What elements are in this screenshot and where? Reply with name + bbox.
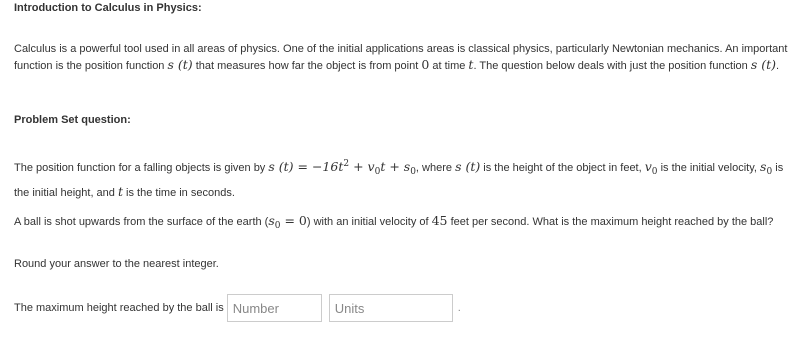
problem-text-2b: ) with an initial velocity of	[306, 216, 432, 228]
problem-text-1d: is the initial velocity,	[657, 162, 761, 174]
problem-heading: Problem Set question:	[14, 114, 131, 126]
math-s0	[760, 159, 773, 177]
formula-exponent: 2	[343, 159, 350, 169]
round-note: Round your answer to the nearest integer.	[14, 258, 219, 270]
math-t-2: t	[117, 184, 123, 199]
answer-units-input[interactable]	[329, 294, 453, 322]
answer-row	[14, 293, 461, 323]
math-v0	[644, 159, 658, 177]
problem-text-1f: is the time in seconds.	[123, 187, 235, 199]
problem-text-2a: A ball is shot upwards from the surface of the earth (	[14, 216, 269, 228]
answer-label: The maximum height reached by the ball is	[14, 302, 224, 314]
math-s-subscript: 0	[766, 167, 773, 177]
formula-v-subscript: 0	[374, 167, 381, 177]
intro-text-1: Calculus is a powerful tool used in all areas of physics. One of the initial applications areas is classical physics, particularly Newtonian mechanics. An important function is the position function	[14, 43, 788, 72]
problem-paragraph-1	[14, 155, 792, 203]
math-s-subscript-2: 0	[274, 221, 281, 231]
position-formula	[268, 159, 416, 177]
formula-v-term: + v	[349, 159, 375, 174]
math-45: 45	[431, 213, 448, 228]
problem-text-2c: feet per second. What is the maximum height reached by the ball?	[447, 216, 774, 228]
math-zero: 0	[421, 57, 430, 72]
intro-text-5: .	[776, 60, 780, 72]
problem-text-1e: is the initial height, and	[14, 162, 784, 199]
math-t: t	[468, 57, 474, 72]
intro-heading: Introduction to Calculus in Physics:	[14, 2, 202, 14]
intro-text-2: that measures how far the object is from point	[192, 60, 422, 72]
formula-lhs: s (t) = −16t	[268, 159, 344, 174]
problem-paragraph-2	[14, 213, 792, 234]
problem-text-1b: , where	[415, 162, 456, 174]
formula-s-term: t + s	[380, 159, 411, 174]
math-v-subscript: 0	[651, 167, 658, 177]
problem-text-1c: is the height of the object in feet,	[480, 162, 645, 174]
math-v: v	[644, 159, 652, 174]
intro-paragraph	[14, 41, 792, 74]
answer-number-input[interactable]	[227, 294, 322, 322]
math-s-2: s	[268, 213, 275, 228]
answer-period: .	[457, 302, 461, 314]
math-s-of-t: s (t)	[167, 57, 193, 72]
intro-text-3: at time	[429, 60, 469, 72]
math-s: s	[760, 159, 767, 174]
math-s-of-t-2: s (t)	[750, 57, 777, 72]
formula-s-subscript: 0	[410, 167, 416, 177]
intro-text-4: . The question below deals with just the position function	[473, 60, 751, 72]
problem-text-1a: The position function for a falling objects is given by	[14, 162, 269, 174]
math-s-of-t-3: s (t)	[455, 159, 481, 174]
math-s0-equals-zero	[268, 213, 307, 231]
math-equals-zero: = 0	[280, 213, 307, 228]
